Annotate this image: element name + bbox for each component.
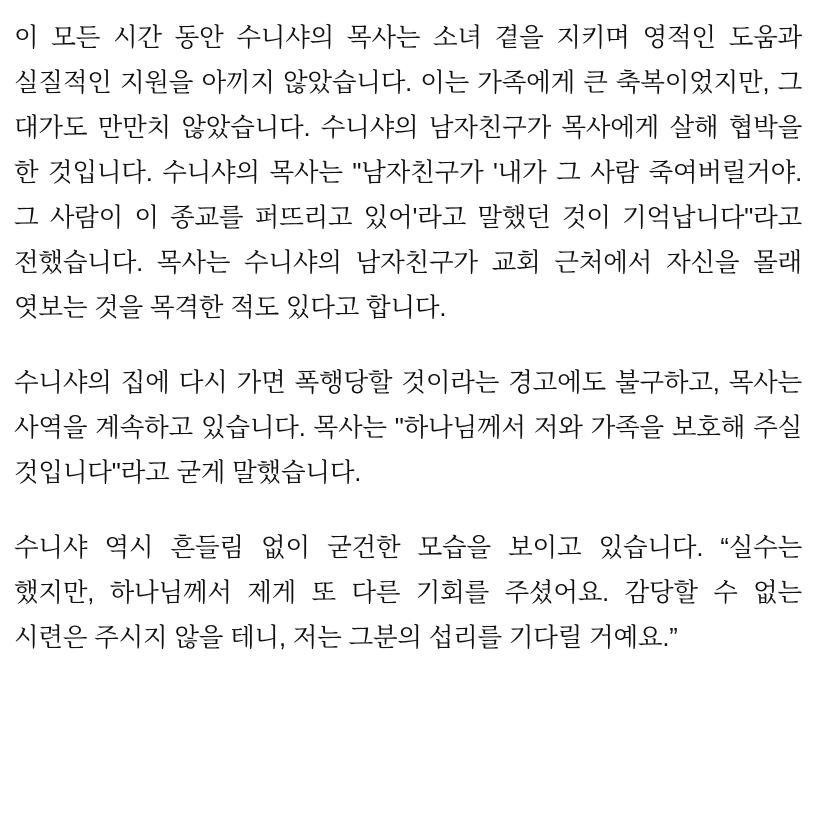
article-paragraph-1: 이 모든 시간 동안 수니샤의 목사는 소녀 곁을 지키며 영적인 도움과 실질적인 지원을 아끼지 않았습니다. 이는 가족에게 큰 축복이었지만, 그 대가도 만만치 않았습니다. 수니샤의 남자친구가 목사에게 살해 협박을 한 것입니다. 수니샤의 목사는 "남자친구가 '내가 그 사람 죽여버릴거야. 그 사람이 이 종교를 퍼뜨리고 있어'라고 말했던 것이 기억납니다"라고 전했습니다. 목사는 수니샤의 남자친구가 교회 근처에서 자신을 몰래 엿보는 것을 목격한 적도 있다고 합니다.	[14, 24, 802, 322]
article-paragraph-2: 수니샤의 집에 다시 가면 폭행당할 것이라는 경고에도 불구하고, 목사는 사역을 계속하고 있습니다. 목사는 "하나님께서 저와 가족을 보호해 주실 것입니다"라고 굳게 말했습니다.	[14, 369, 802, 487]
article-paragraph-3: 수니샤 역시 흔들림 없이 굳건한 모습을 보이고 있습니다. “실수는 했지만, 하나님께서 제게 또 다른 기회를 주셨어요. 감당할 수 없는 시련은 주시지 않을 테니, 저는 그분의 섭리를 기다릴 거예요.”	[14, 534, 802, 652]
